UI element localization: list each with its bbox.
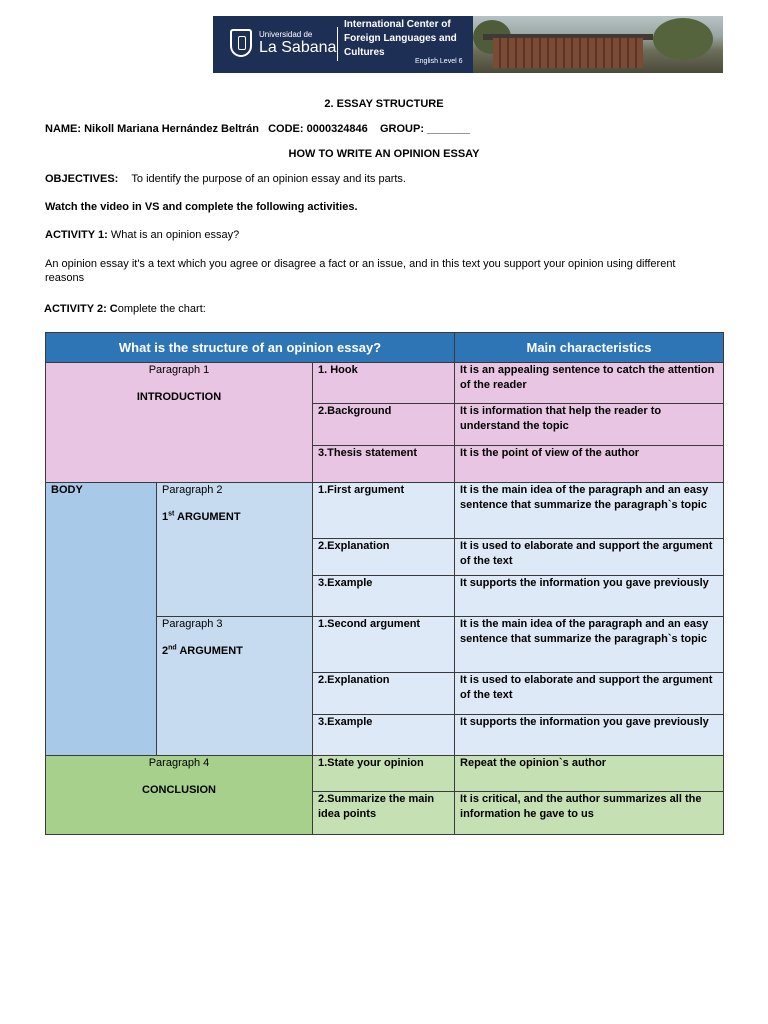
arg1-paragraph-cell [157,483,313,617]
photo-building [493,38,643,68]
table-row [46,756,724,792]
arg1-desc-1: It is the main idea of the paragraph and an easy sentence that summarize the paragraph`s topic [455,483,724,539]
arg1-desc-3: It supports the information you gave previously [455,576,724,617]
arg2-kind-suffix: nd [168,644,177,652]
intro-paragraph-kind: INTRODUCTION [136,391,222,403]
conclusion-desc-1: Repeat the opinion`s author [455,756,724,792]
intro-desc-2: It is information that help the reader to understand the topic [455,404,724,446]
essay-subtitle: HOW TO WRITE AN OPINION ESSAY [288,148,480,160]
campus-photo [473,16,723,73]
arg2-kind-number: 2 [162,645,169,657]
logo-divider [337,27,338,61]
objectives [45,172,406,186]
intro-paragraph-number: Paragraph 1 [148,364,210,376]
arg2-part-1: 1.Second argument [313,617,455,673]
arg1-part-1: 1.First argument [313,483,455,539]
arg2-paragraph-cell [157,617,313,756]
university-name [259,30,336,56]
objectives-text: To identify the purpose of an opinion essay and its parts. [131,173,406,185]
activity-2 [44,302,206,316]
activity-1-answer-line-2: reasons [45,272,85,284]
intro-desc-1: It is an appealing sentence to catch the attention of the reader [455,363,724,404]
instruction: Watch the video in VS and complete the following activities. [45,201,358,213]
photo-tree-right [653,18,713,60]
header-banner [213,16,723,73]
arg2-paragraph-number: Paragraph 3 [162,618,223,630]
header-structure: What is the structure of an opinion essay? [46,333,455,363]
arg1-kind-number: 1 [162,511,169,523]
center-name-line-2: Foreign Languages and [344,33,457,44]
intro-desc-3: It is the point of view of the author [455,446,724,483]
arg2-desc-2: It is used to elaborate and support the argument of the text [455,673,724,715]
university-name-small: Universidad de [259,30,313,39]
conclusion-desc-2: It is critical, and the author summarizes all the information he gave to us [455,792,724,835]
arg2-desc-3: It supports the information you gave previously [455,715,724,756]
table-row [46,483,724,539]
arg1-kind-suffix: st [168,510,175,518]
arg2-part-3: 3.Example [313,715,455,756]
table-row [46,363,724,404]
activity-1-label: ACTIVITY 1: [45,229,108,241]
essay-structure-table [45,332,724,835]
university-logo [213,16,471,73]
activity-1-answer-line-1: An opinion essay it's a text which you agree or disagree a fact or an issue, and in this text you support your opinion using different [45,258,676,270]
student-info: NAME: Nikoll Mariana Hernández Beltrán CODE: 0000324846 GROUP: _______ [45,123,470,135]
conclusion-part-2: 2.Summarize the main idea points [313,792,455,835]
intro-part-1: 1. Hook [313,363,455,404]
activity-2-text: omplete the chart: [117,303,206,315]
arg1-desc-2: It is used to elaborate and support the argument of the text [455,539,724,576]
activity-1 [45,228,239,242]
shield-icon [230,29,252,57]
arg1-part-2: 2.Explanation [313,539,455,576]
arg1-kind-text: ARGUMENT [174,511,241,523]
center-name [344,18,474,60]
objectives-label: OBJECTIVES: [45,173,119,185]
arg1-part-3: 3.Example [313,576,455,617]
course-level: English Level 6 [415,58,463,65]
intro-part-2: 2.Background [313,404,455,446]
arg2-paragraph-kind [162,644,307,659]
conclusion-paragraph-kind: CONCLUSION [142,784,216,796]
center-name-line-3: Cultures [344,47,385,58]
arg1-paragraph-kind [162,510,307,525]
intro-part-3: 3.Thesis statement [313,446,455,483]
section-title: 2. ESSAY STRUCTURE [324,98,444,110]
activity-1-question: What is an opinion essay? [110,229,240,241]
arg2-part-2: 2.Explanation [313,673,455,715]
body-section-label: BODY [46,483,157,756]
header-characteristics: Main characteristics [455,333,724,363]
arg2-kind-text: ARGUMENT [176,645,243,657]
arg2-desc-1: It is the main idea of the paragraph and an easy sentence that summarize the paragraph`s topic [455,617,724,673]
conclusion-part-1: 1.State your opinion [313,756,455,792]
arg1-paragraph-number: Paragraph 2 [162,484,223,496]
intro-paragraph-cell [46,363,313,483]
center-name-line-1: International Center of [344,19,451,30]
activity-2-label: ACTIVITY 2: C [44,303,118,315]
conclusion-paragraph-number: Paragraph 4 [148,757,210,769]
university-name-big: La Sabana [259,39,337,56]
conclusion-paragraph-cell [46,756,313,835]
table-header-row [46,333,724,363]
